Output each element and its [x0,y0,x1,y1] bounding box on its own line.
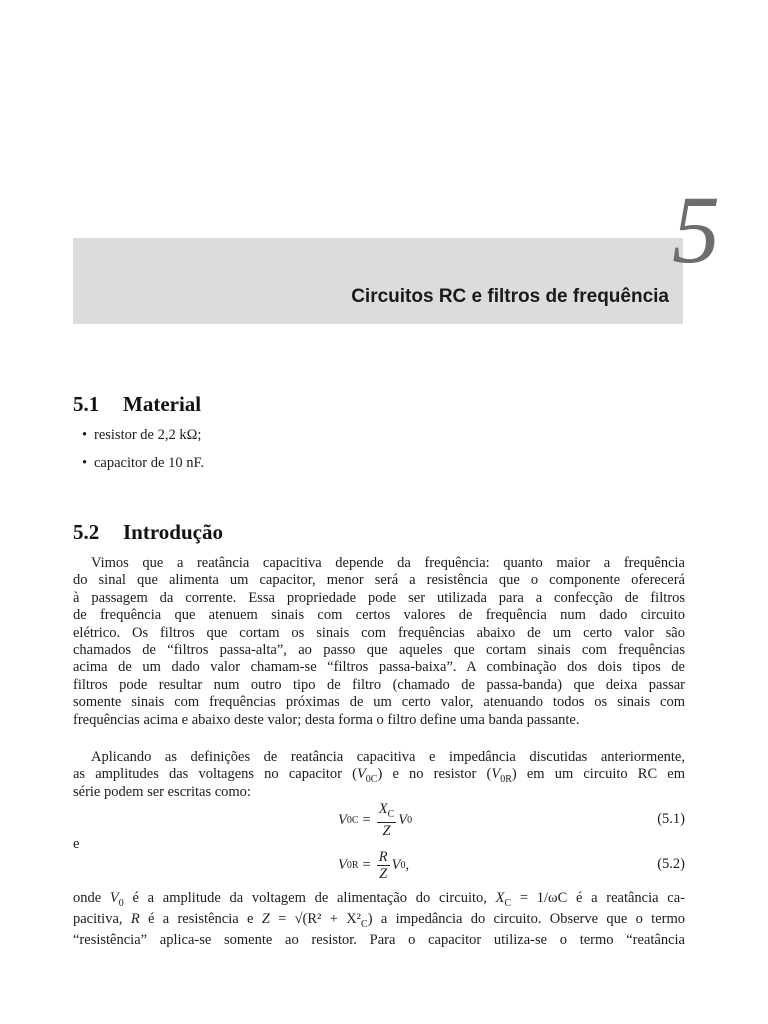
section-heading-material [73,392,201,417]
bullet-icon: • [82,427,88,443]
section-number: 5.1 [73,392,100,416]
chapter-title: Circuitos RC e filtros de frequência [351,286,669,307]
fraction: $\frac{R}{Z}$ [378,848,388,882]
symbol-v0r: $V_{0R}$ [491,766,512,786]
equation-number: (5.1) [657,811,685,827]
list-item: • capacitor de 10 nF. [82,455,204,471]
equation-number: (5.2) [657,856,685,872]
chapter-number: 5 [672,176,720,283]
section-number: 5.2 [73,520,100,544]
symbol-v0c: $V_{0C}$ [356,766,378,786]
connector-text: e [73,836,80,852]
equation-5-1: V 0C = $\frac{X_C}{Z}$ V 0 (5.1) [338,800,685,840]
section-title: Material [123,392,202,416]
bullet-icon: • [82,455,88,471]
paragraph-amplitudes: Aplicando as definições de reatância capacitiva e impedância discutidas anteriormente, as amplitudes das voltagens no capacitor $(V_{0C})$ e no resistor $(V_{0R})$ em um circuito RC em série podem ser escritas como: [73,749,685,800]
section-title: Introdução [123,520,223,544]
section-heading-introducao [73,520,223,545]
material-list [82,425,204,481]
paragraph-intro: Vimos que a reatância capacitiva depende da frequência: quanto maior a frequência do sinal que alimenta um capacitor, menor será a resistência que o componente oferecerá à passagem da corrente. Essa propriedade pode ser utilizada para a confecção de filtros de frequência que atenuem sinais com certos valores de frequência num dado circuito elétrico. Os filtros que cortam os sinais com frequências abaixo de um certo valor são chamados de “filtros passa-alta”, ao passo que aqueles que cortam sinais com frequências acima de um dado valor chamam-se “filtros passa-baixa”. A combinação dos dois tipos de filtros pode resultar num outro tipo de filtro (chamado de passa-banda) que deixa passar somente sinais com frequências próximas de um certo valor, atenuando todos os sinais com frequências acima e abaixo deste valor; desta forma o filtro define uma banda passante. [73,555,685,728]
fraction: $\frac{X_C}{Z}$ [378,800,395,840]
list-item: • resistor de 2,2 kΩ; [82,427,202,443]
equation-5-2: V 0R = $\frac{R}{Z}$ V 0 , (5.2) [338,848,685,882]
paragraph-definitions: onde $V_0$ é a amplitude da voltagem de alimentação do circuito, $X_C = 1/\omega C$ é a reatância ca- pacitiva, R é a resistência e $Z = √(R^2 + X^2_C)$ a impedância do circuito. Observe que o termo “resistência” aplica-se somente ao resistor. Para o capacitor utiliza-se o termo “reatância [73,890,685,948]
chapter-header-band [73,238,683,324]
